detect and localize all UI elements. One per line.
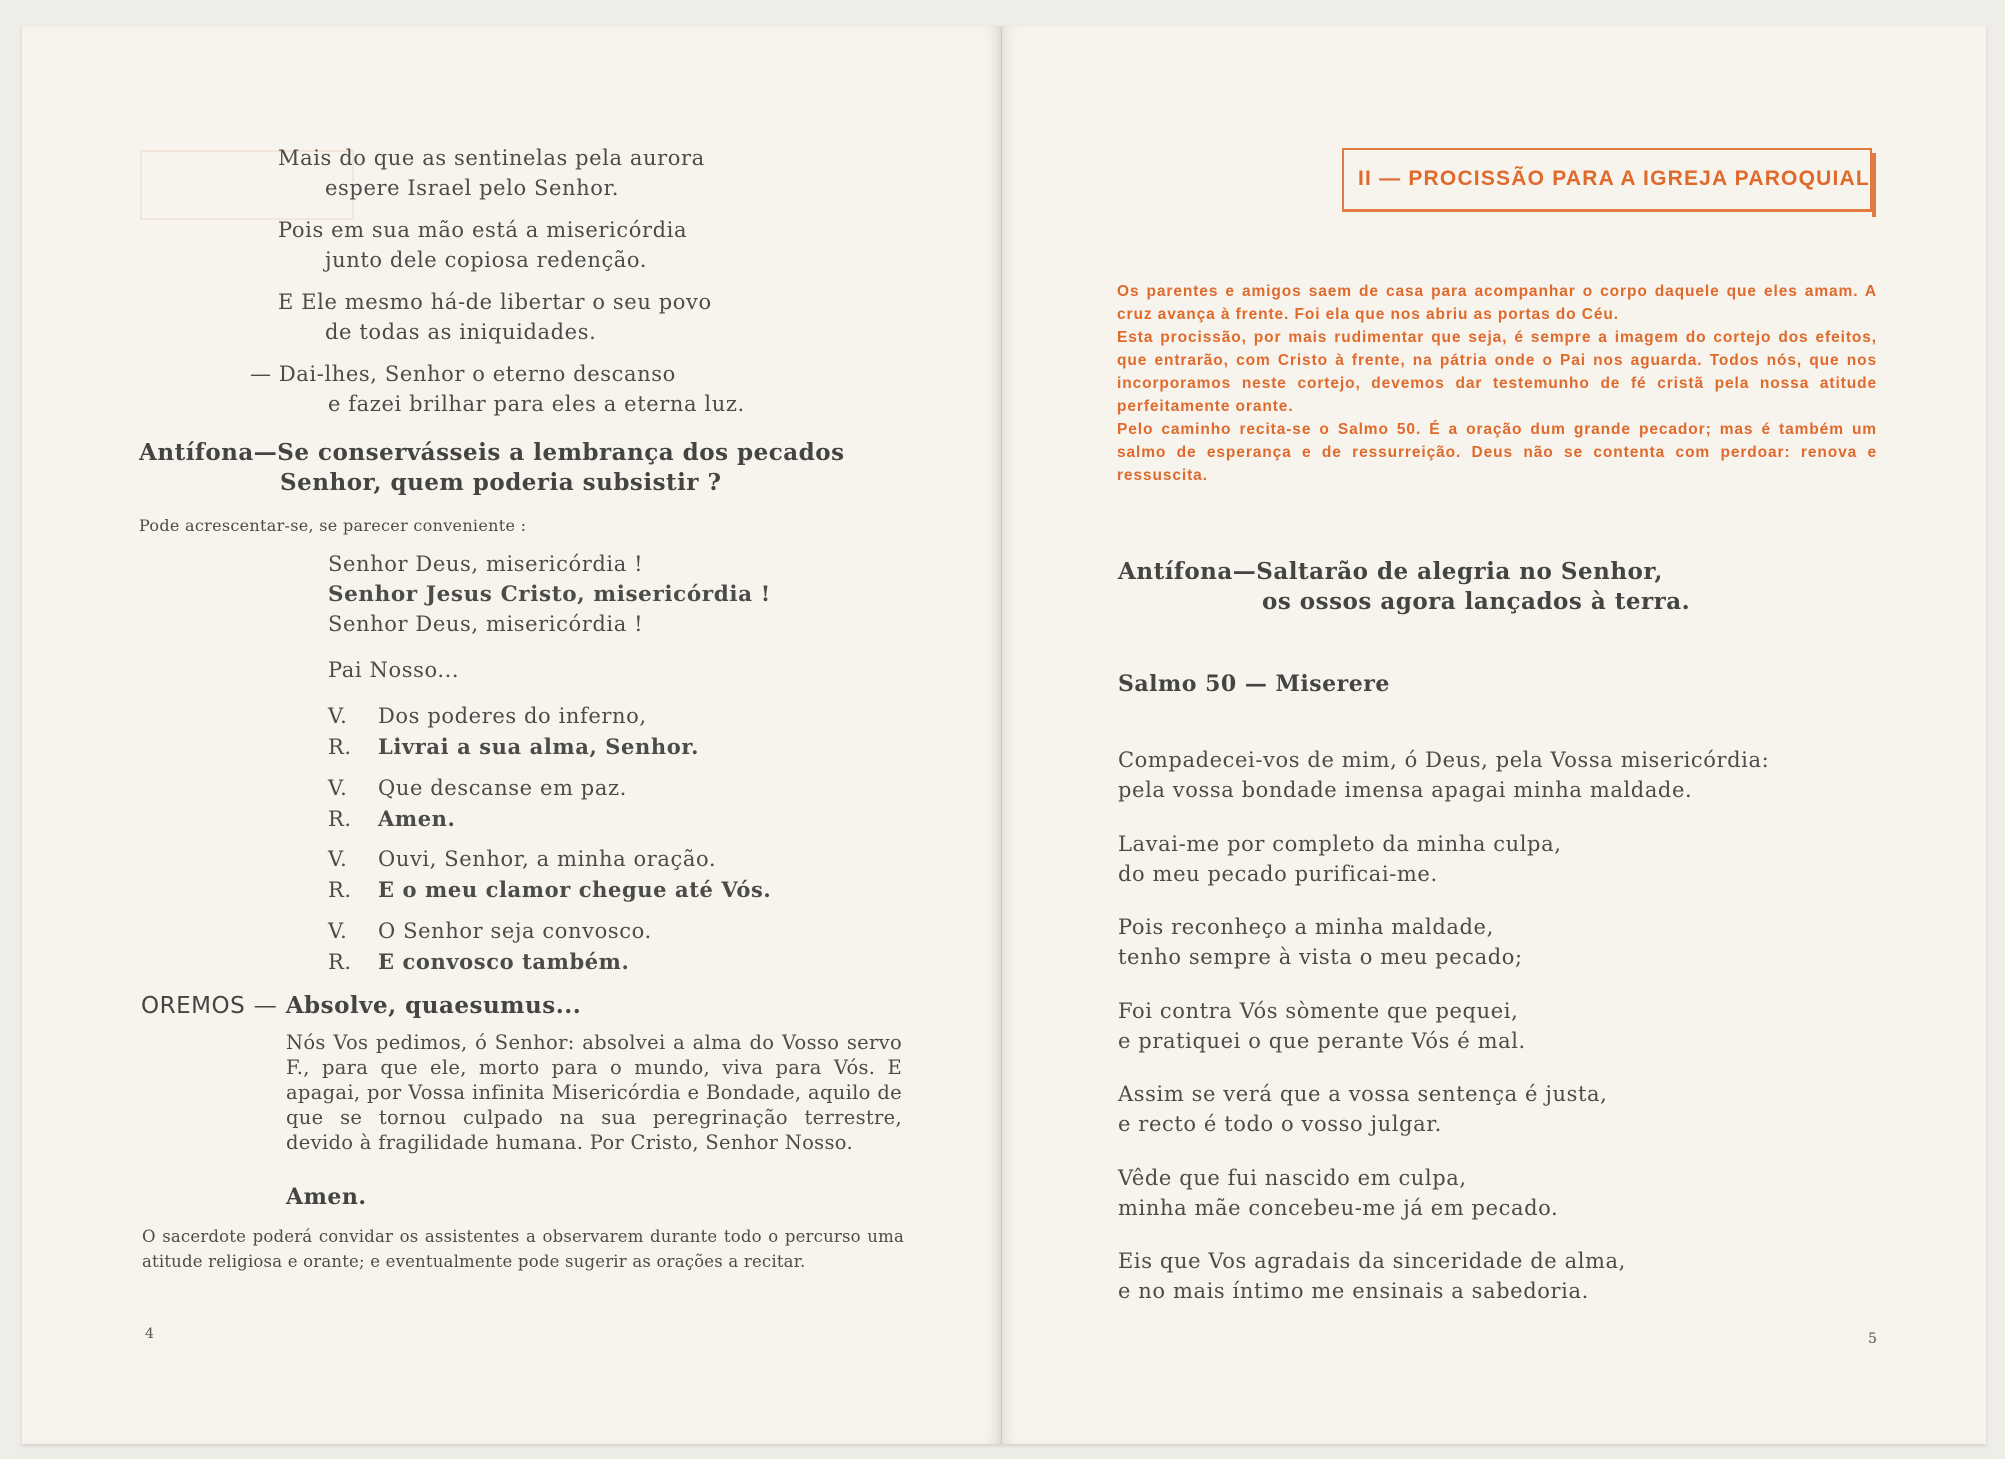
stanza-3-line-1: E Ele mesmo há-de libertar o seu povo [278,290,712,314]
right-antiphon-line-2: os ossos agora lançados à terra. [1262,588,1691,615]
stanza-4-line-2: e fazei brilhar para eles a eterna luz. [328,392,745,416]
kyrie-line-3: Senhor Deus, misericórdia ! [328,612,644,636]
versicle-4: V. O Senhor seja convosco. [328,919,652,943]
oremos-dash: — [253,993,278,1019]
versicle-2: V. Que descanse em paz. [328,776,627,800]
procession-footnote: O sacerdote poderá convidar os assistentes a observarem durante todo o percurso uma atitude religiosa e orante; e eventualmente pode sugerir as orações a recitar. [142,1227,904,1271]
oremos-heading [141,990,581,1022]
antiphon-dash: — [253,439,278,466]
right-antiphon-label: Antífona [1118,558,1233,585]
antiphon-heading [139,437,845,468]
psalm-stanza-2-line-2: do meu pecado purificai-me. [1118,862,1438,886]
oremos-prayer: Nós Vos pedimos, ó Senhor: absolvei a alma do Vosso servo F., para que ele, morto para o mundo, viva para Vós. E apagai, por Vossa infinita Misericórdia e Bondade, aquilo de que se tornou culpado na sua peregrinação terrestre, devido à fragilidade humana. Por Cristo, Senhor Nosso. [286,1031,902,1154]
psalm-title: Salmo 50 — Miserere [1118,671,1390,697]
procession-rubric [1117,280,1877,487]
response-1: R. Livrai a sua alma, Senhor. [328,734,699,759]
versicle-3: V. Ouvi, Senhor, a minha oração. [328,847,717,871]
stanza-4-line-1: — Dai-lhes, Senhor o eterno descanso [250,362,676,386]
response-3: R. E o meu clamor chegue até Vós. [328,877,772,902]
optional-note: Pode acrescentar-se, se parecer conveniente : [139,516,527,535]
rubric-paragraph-1: Os parentes e amigos saem de casa para acompanhar o corpo daquele que eles amam. A cruz avança à frente. Foi ela que nos abriu as portas do Céu. [1117,283,1877,323]
psalm-stanza-7-line-1: Eis que Vos agradais da sinceridade de alma, [1118,1249,1626,1273]
versicle-1: V. Dos poderes do inferno, [328,704,647,728]
stanza-1-line-2: espere Israel pelo Senhor. [325,176,620,200]
stanza-2-line-1: Pois em sua mão está a misericórdia [278,218,688,242]
psalm-stanza-3-line-1: Pois reconheço a minha maldade, [1118,915,1494,939]
right-antiphon-line-1: Saltarão de alegria no Senhor, [1256,558,1663,585]
psalm-stanza-6-line-2: minha mãe concebeu-me já em pecado. [1118,1196,1559,1220]
oremos-amen: Amen. [286,1184,367,1210]
stanza-3-line-2: de todas as iniquidades. [325,320,597,344]
psalm-stanza-2-line-1: Lavai-me por completo da minha culpa, [1118,832,1562,856]
antiphon-label: Antífona [139,439,254,466]
rubric-paragraph-3: Pelo caminho recita-se o Salmo 50. É a oração dum grande pecador; mas é também um salmo de esperança e de ressurreição. Deus não se contenta com perdoar: renova e ressuscita. [1117,421,1877,484]
psalm-stanza-1-line-1: Compadecei-vos de mim, ó Deus, pela Vossa misericórdia: [1118,748,1770,772]
kyrie-line-1: Senhor Deus, misericórdia ! [328,552,644,576]
response-4: R. E convosco também. [328,949,630,974]
antiphon-line-2: Senhor, quem poderia subsistir ? [280,469,722,496]
pater-noster: Pai Nosso... [328,658,460,682]
psalm-stanza-1-line-2: pela vossa bondade imensa apagai minha maldade. [1118,778,1693,802]
section-title: II — PROCISSÃO PARA A IGREJA PAROQUIAL [1358,167,1870,190]
stanza-1-line-1: Mais do que as sentinelas pela aurora [278,146,705,170]
psalm-stanza-7-line-2: e no mais íntimo me ensinais a sabedoria. [1118,1279,1589,1303]
psalm-stanza-5-line-2: e recto é todo o vosso julgar. [1118,1112,1442,1136]
page-number-right: 5 [1868,1331,1877,1347]
oremos-label: OREMOS [141,993,246,1019]
stanza-2-line-2: junto dele copiosa redenção. [325,248,648,272]
right-antiphon-dash: — [1232,558,1257,585]
psalm-stanza-6-line-1: Vêde que fui nascido em culpa, [1118,1166,1467,1190]
response-2: R. Amen. [328,806,456,831]
rubric-paragraph-2: Esta procissão, por mais rudimentar que seja, é sempre a imagem do cortejo dos efeitos, que entrarão, com Cristo à frente, na pátria onde o Pai nos aguarda. Todos nós, que nos incorporamos neste cortejo, devemos dar testemunho de fé cristã pela nossa atitude perfeitamente orante. [1117,329,1877,415]
right-page [1002,26,1986,1444]
kyrie-line-2: Senhor Jesus Cristo, misericórdia ! [328,582,771,607]
right-antiphon-heading [1118,556,1663,587]
antiphon-line-1: Se conservásseis a lembrança dos pecados [277,439,845,466]
section-title-box [1342,148,1872,212]
psalm-stanza-3-line-2: tenho sempre à vista o meu pecado; [1118,945,1523,969]
oremos-title: Absolve, quaesumus... [285,992,582,1019]
psalm-stanza-4-line-1: Foi contra Vós sòmente que pequei, [1118,999,1519,1023]
psalm-stanza-4-line-2: e pratiquei o que perante Vós é mal. [1118,1029,1526,1053]
psalm-stanza-5-line-1: Assim se verá que a vossa sentença é justa, [1118,1082,1608,1106]
page-number-left: 4 [145,1326,154,1342]
